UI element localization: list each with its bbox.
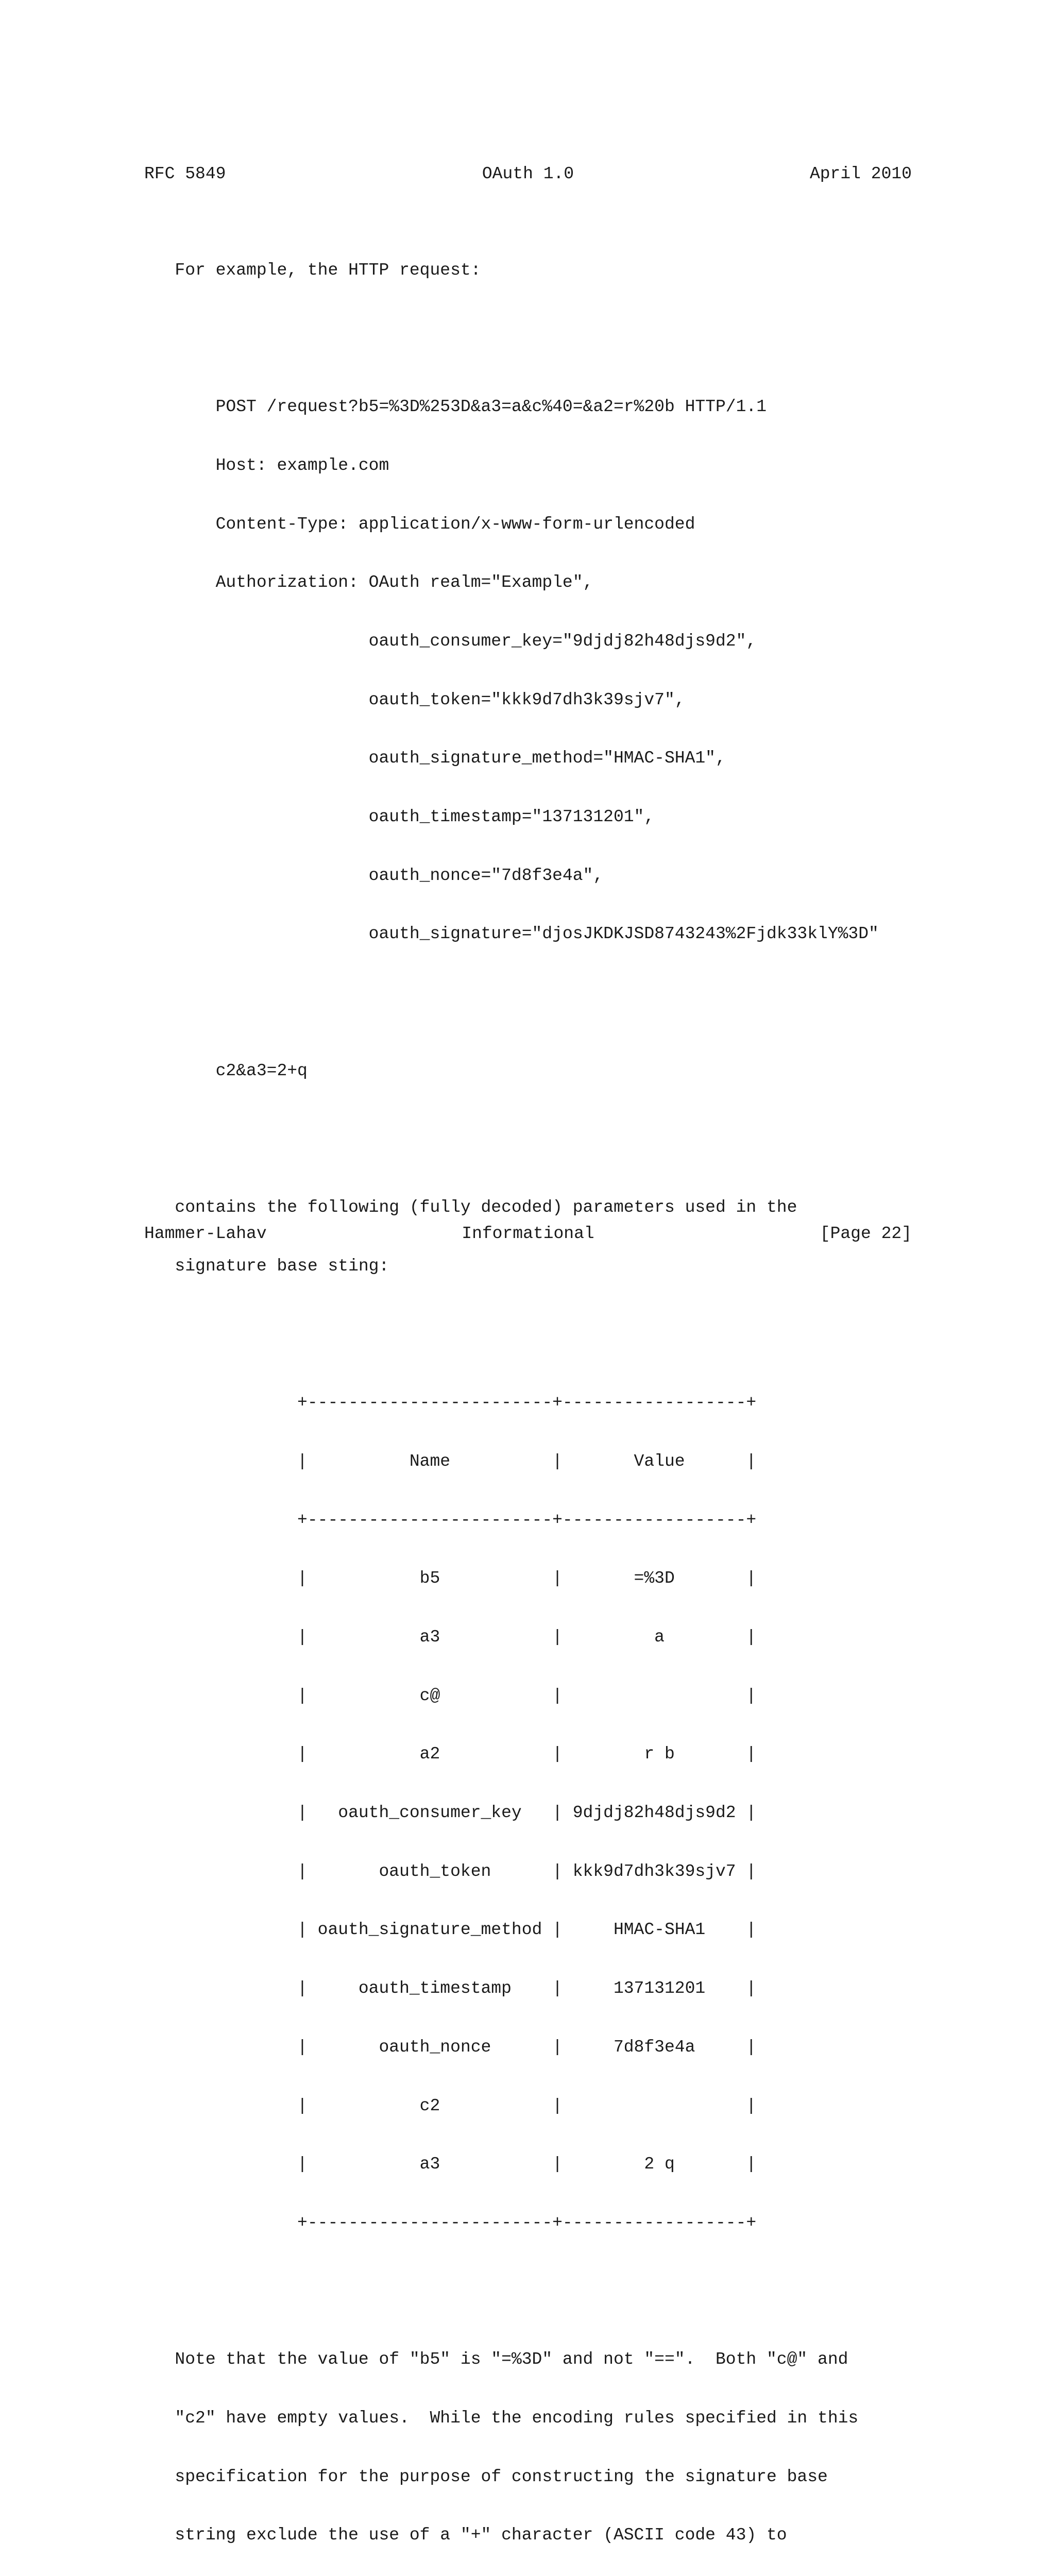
table-border: +------------------------+------------------+	[144, 1393, 757, 1413]
footer-category: Informational	[462, 1224, 594, 1243]
table-row: | oauth_timestamp | 137131201 |	[144, 1979, 757, 1998]
footer-page-number: [Page 22]	[820, 1224, 912, 1243]
note-line: Note that the value of "b5" is "=%3D" and not "==". Both "c@" and	[144, 2350, 848, 2369]
http-request-line: oauth_signature_method="HMAC-SHA1",	[144, 749, 726, 768]
http-request-line: POST /request?b5=%3D%253D&a3=a&c%40=&a2=r%20b HTTP/1.1	[144, 397, 767, 417]
blank-line	[144, 983, 927, 1003]
blank-line	[144, 319, 927, 339]
table-border: +------------------------+------------------+	[144, 1510, 757, 1530]
http-request-line: oauth_token="kkk9d7dh3k39sjv7",	[144, 690, 685, 709]
http-request-line: oauth_signature="djosJKDKJSD8743243%2Fjdk33klY%3D"	[144, 924, 879, 944]
note-line: string exclude the use of a "+" character (ASCII code 43) to	[144, 2526, 787, 2545]
table-row: | oauth_token | kkk9d7dh3k39sjv7 |	[144, 1861, 757, 1881]
header-rfc-number: RFC 5849	[144, 164, 226, 183]
blank-line	[144, 1120, 927, 1139]
table-row: | a3 | a |	[144, 1627, 757, 1647]
http-request-line: oauth_nonce="7d8f3e4a",	[144, 866, 604, 885]
note-line: "c2" have empty values. While the encoding rules specified in this	[144, 2408, 859, 2428]
intro-line: For example, the HTTP request:	[144, 260, 481, 280]
header-date: April 2010	[809, 164, 912, 183]
table-row: | c2 | |	[144, 2096, 757, 2115]
http-request-line: Host: example.com	[144, 455, 389, 475]
table-row: | oauth_nonce | 7d8f3e4a |	[144, 2037, 757, 2057]
paragraph-line: signature base sting:	[144, 1256, 389, 1276]
page-body	[144, 222, 927, 2576]
table-border: +------------------------+------------------+	[144, 2213, 757, 2232]
page-footer	[144, 1224, 912, 1244]
http-request-line: oauth_timestamp="137131201",	[144, 807, 655, 827]
paragraph-line: contains the following (fully decoded) parameters used in the	[144, 1198, 797, 1217]
http-request-line: Content-Type: application/x-www-form-urlencoded	[144, 514, 695, 534]
page-header	[144, 164, 912, 184]
table-row: | c@ | |	[144, 1686, 757, 1705]
http-request-line: oauth_consumer_key="9djdj82h48djs9d2",	[144, 631, 757, 651]
table-row: | b5 | =%3D |	[144, 1569, 757, 1588]
http-body-line: c2&a3=2+q	[144, 1061, 308, 1080]
header-title: OAuth 1.0	[482, 164, 574, 183]
table-row: | oauth_consumer_key | 9djdj82h48djs9d2 |	[144, 1803, 757, 1823]
http-request-line: Authorization: OAuth realm="Example",	[144, 573, 593, 592]
blank-line	[144, 2272, 927, 2292]
table-row: | oauth_signature_method | HMAC-SHA1 |	[144, 1920, 757, 1940]
note-line: specification for the purpose of constructing the signature base	[144, 2467, 828, 2486]
table-row: | a3 | 2 q |	[144, 2155, 757, 2174]
footer-author: Hammer-Lahav	[144, 1224, 267, 1243]
table-row: | a2 | r b |	[144, 1744, 757, 1764]
blank-line	[144, 1315, 927, 1334]
table-header-row: | Name | Value |	[144, 1451, 757, 1471]
